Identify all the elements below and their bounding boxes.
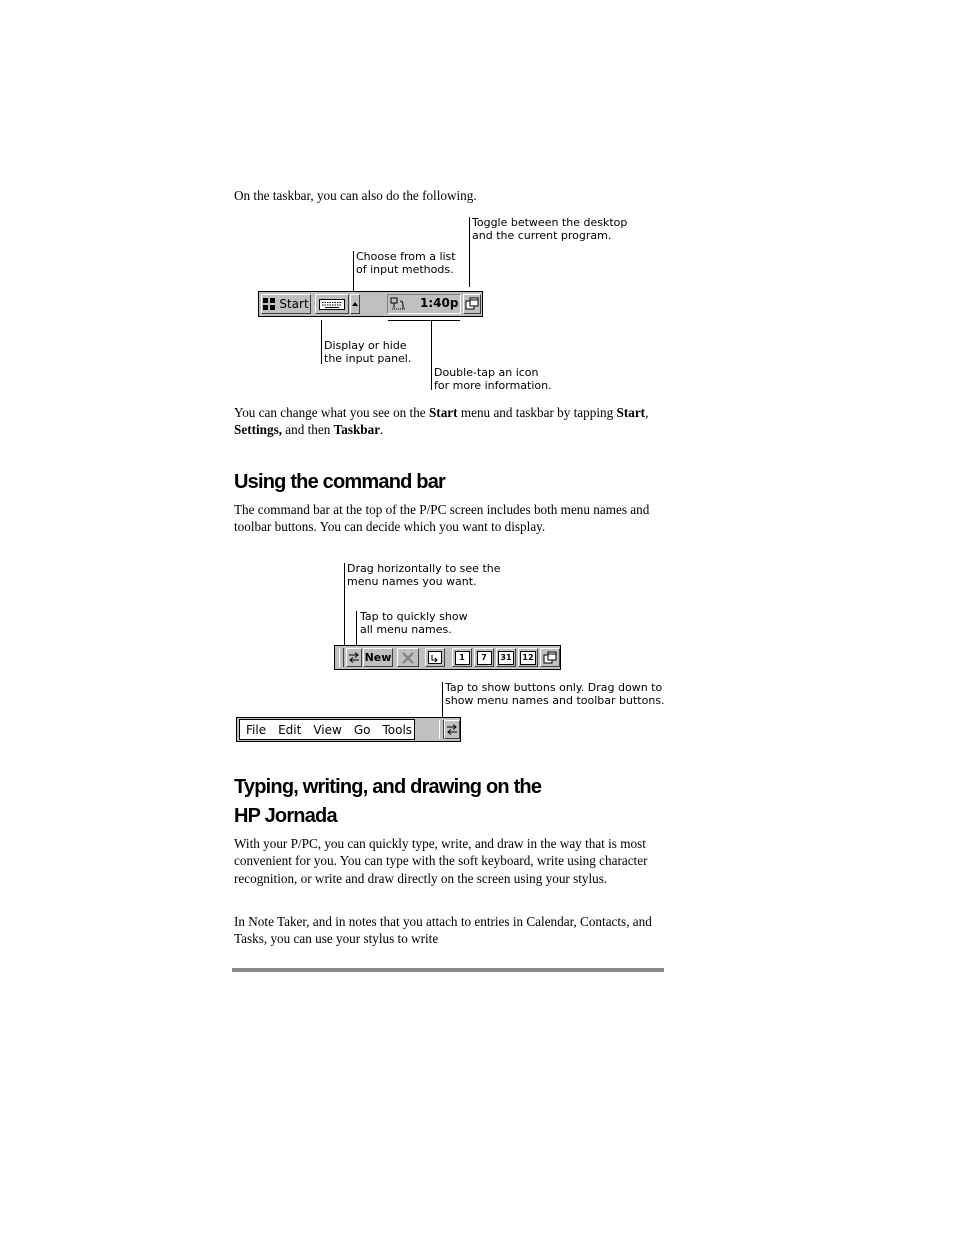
intro-text: On the taskbar, you can also do the following. bbox=[234, 188, 477, 203]
section-heading-command-bar: Using the command bar bbox=[234, 471, 446, 493]
delete-x-icon bbox=[401, 651, 415, 665]
leader-line bbox=[431, 320, 432, 390]
leader-line bbox=[321, 320, 322, 364]
desktop-toggle-button[interactable] bbox=[540, 648, 560, 667]
leader-line bbox=[356, 611, 357, 647]
heading-line-1: Typing, writing, and drawing on the bbox=[234, 776, 542, 798]
leader-line bbox=[344, 563, 345, 647]
menu-edit[interactable]: Edit bbox=[278, 722, 302, 737]
menu-view[interactable]: View bbox=[313, 722, 342, 737]
windows-flag-icon bbox=[263, 298, 276, 310]
delete-button[interactable] bbox=[397, 648, 419, 667]
status-tray bbox=[387, 294, 461, 314]
menu-toggle-button[interactable] bbox=[444, 720, 460, 739]
heading-line-2: HP Jornada bbox=[234, 805, 337, 827]
year-view-button[interactable] bbox=[518, 648, 538, 667]
callout-tap-show-menus: Tap to quickly show all menu names. bbox=[360, 610, 468, 636]
desktop-toggle-button[interactable] bbox=[463, 294, 481, 314]
leader-line bbox=[442, 682, 443, 718]
callout-drag-horizontally: Drag horizontally to see the menu names you want. bbox=[347, 562, 501, 588]
command-bar-menus bbox=[236, 717, 461, 742]
keyboard-icon bbox=[319, 299, 345, 310]
menu-tools[interactable]: Tools bbox=[382, 722, 413, 737]
menu-strip bbox=[239, 719, 415, 740]
start-button[interactable] bbox=[261, 294, 311, 314]
start-label: Start bbox=[279, 297, 309, 311]
leader-line bbox=[353, 251, 354, 291]
calendar-year-icon: 12 bbox=[520, 651, 536, 665]
input-method-arrow-button[interactable] bbox=[350, 294, 360, 314]
goto-icon bbox=[428, 651, 442, 664]
menu-toggle-button[interactable] bbox=[346, 648, 362, 667]
menu-go[interactable]: Go bbox=[353, 722, 371, 737]
connection-icon[interactable] bbox=[390, 297, 406, 311]
day-view-button[interactable] bbox=[452, 648, 472, 667]
new-button[interactable] bbox=[363, 648, 393, 667]
section-heading-typing bbox=[234, 773, 541, 831]
taskbar bbox=[258, 291, 483, 317]
menu-file[interactable]: File bbox=[246, 722, 267, 737]
note-taker-paragraph: In Note Taker, and in notes that you attach to entries in Calendar, Contacts, and Tasks, you can use your stylus to write bbox=[234, 914, 652, 947]
desktop-toggle-icon bbox=[465, 297, 479, 311]
swap-arrows-icon bbox=[348, 652, 360, 663]
calendar-day-icon: 1 bbox=[455, 651, 470, 665]
command-bar-paragraph: The command bar at the top of the P/PC screen includes both menu names and toolbar buttons. You can decide which you want to display. bbox=[234, 502, 650, 535]
input-panel-button[interactable] bbox=[315, 294, 349, 314]
arrow-up-icon bbox=[352, 302, 358, 306]
calendar-week-icon: 7 bbox=[477, 651, 492, 665]
bracket-line bbox=[388, 320, 460, 321]
month-view-button[interactable] bbox=[496, 648, 516, 667]
leader-line bbox=[469, 217, 470, 287]
desktop-toggle-icon bbox=[543, 651, 557, 665]
swap-arrows-icon bbox=[446, 724, 458, 735]
new-label: New bbox=[364, 651, 392, 664]
calendar-month-icon: 31 bbox=[498, 651, 514, 665]
start-menu-paragraph: You can change what you see on the Start menu and taskbar by tapping Start, Settings, and then Taskbar. bbox=[234, 405, 649, 438]
callout-double-tap: Double-tap an icon for more information. bbox=[434, 366, 552, 392]
week-view-button[interactable] bbox=[474, 648, 494, 667]
callout-input-panel: Display or hide the input panel. bbox=[324, 339, 412, 365]
goto-today-button[interactable] bbox=[425, 648, 445, 667]
drag-grip[interactable] bbox=[339, 648, 344, 667]
callout-tap-buttons-only: Tap to show buttons only. Drag down to show menu names and toolbar buttons. bbox=[445, 681, 665, 707]
command-bar-buttons bbox=[334, 645, 561, 670]
typing-paragraph: With your P/PC, you can quickly type, write, and draw in the way that is most convenient for you. You can type with the soft keyboard, write using character recognition, or write and draw directly on the screen using your stylus. bbox=[234, 836, 648, 886]
footer-rule bbox=[232, 968, 664, 972]
clock-text[interactable]: 1:40p bbox=[420, 296, 459, 310]
callout-input-methods: Choose from a list of input methods. bbox=[356, 250, 456, 276]
callout-toggle-desktop: Toggle between the desktop and the current program. bbox=[472, 216, 628, 242]
